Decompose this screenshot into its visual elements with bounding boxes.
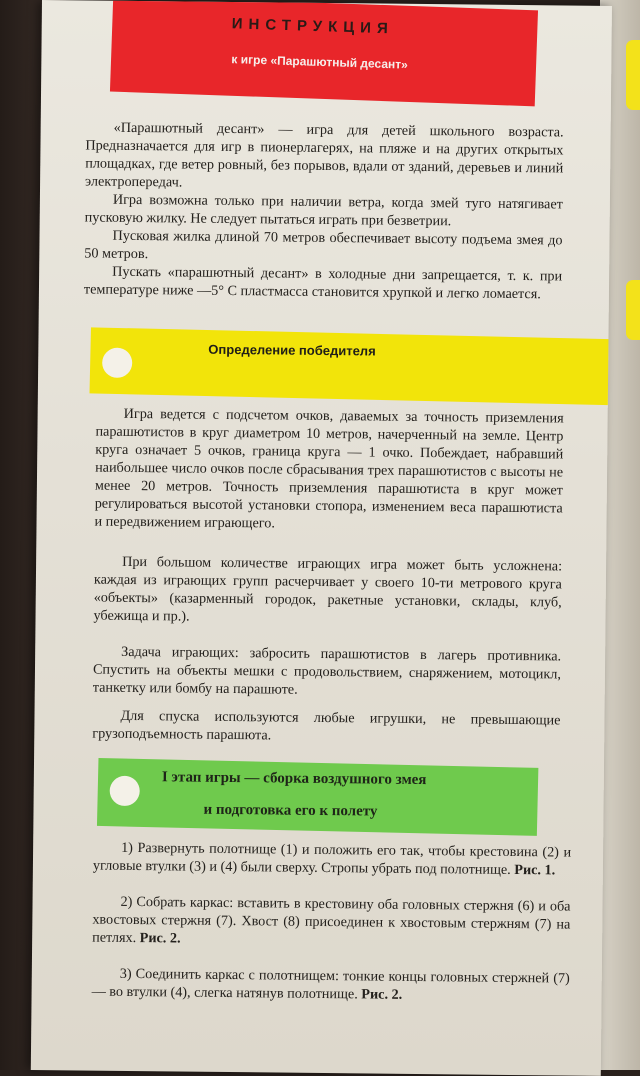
winner-paragraph: Задача играющих: забросить парашютистов в лагерь противника. Спустить на объекты мешки с продовольствием, снаряжением, мотоцикл, танкетку или бомбу на парашюте.: [92, 643, 562, 698]
step-text: 1) Развернуть полотнище (1) и положить его так, чтобы крестовина (2) и угловые втулки (3) и (4) были сверху. Стропы убрать под полотнище.: [92, 839, 572, 878]
winner-paragraph: При большом количестве играющих игра может быть усложнена: каждая из играющих групп расчерчивает у своего 10-ти метрового круга «объекты» (казарменный городок, ракетные установки, склады, клуб, убежища и пр.).: [93, 553, 563, 625]
section-band-yellow: [89, 327, 610, 405]
stage-step: [92, 965, 570, 1006]
stage-heading-line1: I этап игры — сборка воздушного змея: [161, 769, 427, 789]
stage-step: [93, 839, 571, 880]
stage-heading-line2: и подготовка его к полету: [203, 801, 378, 820]
intro-paragraph: Пускать «парашютный десант» в холодные дни запрещается, т. к. при температуре ниже —5° С пластмасса становится хрупкой и легко ломается.: [83, 263, 563, 303]
winner-paragraph: Игра ведется с подсчетом очков, даваемых за точность приземления парашютистов в круг диаметром 10 метров, начерченный на земле. Центр круга означает 5 очков, граница круга — 1 очко. Побеждает, набравший наибольшее число очков после сбрасывания трех парашютистов с высоты не менее 20 метров. Точность приземления парашютиста в круг может регулироваться высотой установки стопора, изменением веса парашютиста и передвижением играющего.: [94, 405, 564, 532]
winner-paragraph: Для спуска используются любые игрушки, не превышающие грузоподъемность парашюта.: [92, 707, 561, 744]
intro-paragraph: «Парашютный десант» — игра для детей школьного возраста. Предназначается для игр в пионерлагерях, на пляже и на других открытых площадках, где ветер ровный, без порывов, вдали от зданий, деревьев и линий электропередач.: [85, 119, 564, 191]
circle-bullet-icon: [110, 776, 140, 806]
yellow-sticker: [626, 280, 640, 340]
instruction-sheet: [31, 0, 612, 1076]
yellow-sticker: [626, 40, 640, 110]
stage-step: [92, 893, 571, 952]
figure-reference: Рис. 1.: [514, 861, 556, 879]
circle-bullet-icon: [102, 348, 132, 378]
section-heading-winner: Определение победителя: [208, 341, 376, 359]
document-title: ИНСТРУКЦИЯ: [231, 15, 395, 38]
step-text: 3) Соединить каркас с полотнищем: тонкие концы головных стержней (7) — во втулки (4), слегка натянув полотнище.: [91, 965, 570, 1003]
document-subtitle: к игре «Парашютный десант»: [231, 52, 409, 72]
header-band-red: [110, 0, 538, 106]
intro-paragraph: Пусковая жилка длиной 70 метров обеспечивает высоту подъема змея до 50 метров.: [84, 227, 563, 263]
figure-reference: Рис. 2.: [139, 930, 181, 947]
figure-reference: Рис. 2.: [361, 986, 403, 1003]
intro-paragraph: Игра возможна только при наличии ветра, когда змей туго натягивает пусковую жилку. Не следует пытаться играть при безветрии.: [84, 191, 563, 230]
step-text: 2) Собрать каркас: вставить в крестовину оба головных стержня (6) и оба хвостовых стержня (7). Хвост (8) присоединен к хвостовым стержням (7) на петлях.: [92, 893, 571, 947]
